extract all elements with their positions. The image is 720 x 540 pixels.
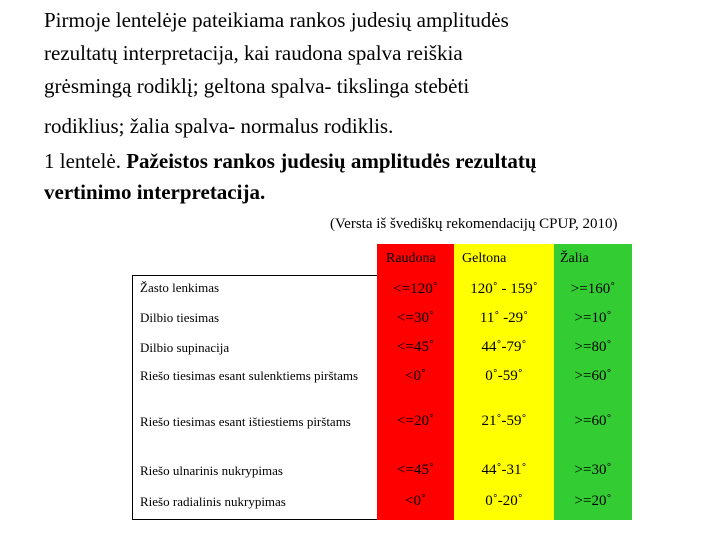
label-box-top-border — [132, 275, 377, 276]
label-box-bottom-border — [132, 519, 377, 520]
label-box-left-border — [132, 275, 133, 520]
row-label: Dilbio supinacija — [140, 340, 230, 355]
caption-prefix: 1 lentelė. — [44, 149, 127, 173]
row-yellow-value: 21˚-59˚ — [481, 413, 527, 429]
row-red-value: <=20˚ — [397, 413, 434, 429]
caption-bold-1: Pažeistos rankos judesių amplitudės rezultatų — [126, 149, 537, 173]
row-green-value: >=160˚ — [570, 281, 616, 297]
row-yellow-value: 0˚-20˚ — [485, 493, 523, 509]
row-green-value: >=10˚ — [574, 310, 612, 326]
intro-line-3: grėsmingą rodiklį; geltona spalva- tikslinga stebėti — [44, 74, 470, 98]
intro-line-4: rodiklius; žalia spalva- normalus rodiklis. — [44, 114, 394, 138]
row-red-value: <0˚ — [405, 368, 426, 384]
row-green-value: >=60˚ — [574, 413, 612, 429]
row-red-value: <=120˚ — [393, 281, 438, 297]
row-green-value: >=20˚ — [574, 493, 612, 509]
header-yellow: Geltona — [462, 251, 507, 266]
intro-line-2: rezultatų interpretacija, kai raudona spalva reiškia — [44, 41, 463, 65]
header-red: Raudona — [386, 251, 436, 266]
row-yellow-value: 0˚-59˚ — [485, 368, 523, 384]
source-note: (Versta iš švediškų rekomendacijų CPUP, 2010) — [330, 216, 618, 232]
row-label: Dilbio tiesimas — [140, 310, 220, 325]
row-green-value: >=60˚ — [574, 368, 612, 384]
intro-line-1: Pirmoje lentelėje pateikiama rankos judesių amplitudės — [44, 8, 509, 32]
row-red-value: <=30˚ — [397, 310, 434, 326]
row-yellow-value: 120˚ - 159˚ — [470, 281, 538, 297]
row-label: Riešo radialinis nukrypimas — [140, 494, 286, 509]
row-label: Žasto lenkimas — [140, 280, 220, 295]
row-label: Riešo tiesimas esant ištiestiems pirštams — [140, 414, 351, 429]
row-yellow-value: 11˚ -29˚ — [479, 310, 529, 326]
caption-bold-2: vertinimo interpretacija. — [44, 180, 266, 204]
row-label: Riešo ulnarinis nukrypimas — [140, 463, 283, 478]
row-label: Riešo tiesimas esant sulenktiems pirštams — [140, 368, 359, 383]
row-yellow-value: 44˚-31˚ — [481, 462, 527, 478]
row-green-value: >=30˚ — [574, 462, 612, 478]
row-green-value: >=80˚ — [574, 339, 612, 355]
header-green: Žalia — [560, 251, 589, 266]
row-yellow-value: 44˚-79˚ — [481, 339, 527, 355]
row-red-value: <=45˚ — [397, 462, 434, 478]
row-red-value: <=45˚ — [397, 339, 434, 355]
row-red-value: <0˚ — [405, 493, 426, 509]
